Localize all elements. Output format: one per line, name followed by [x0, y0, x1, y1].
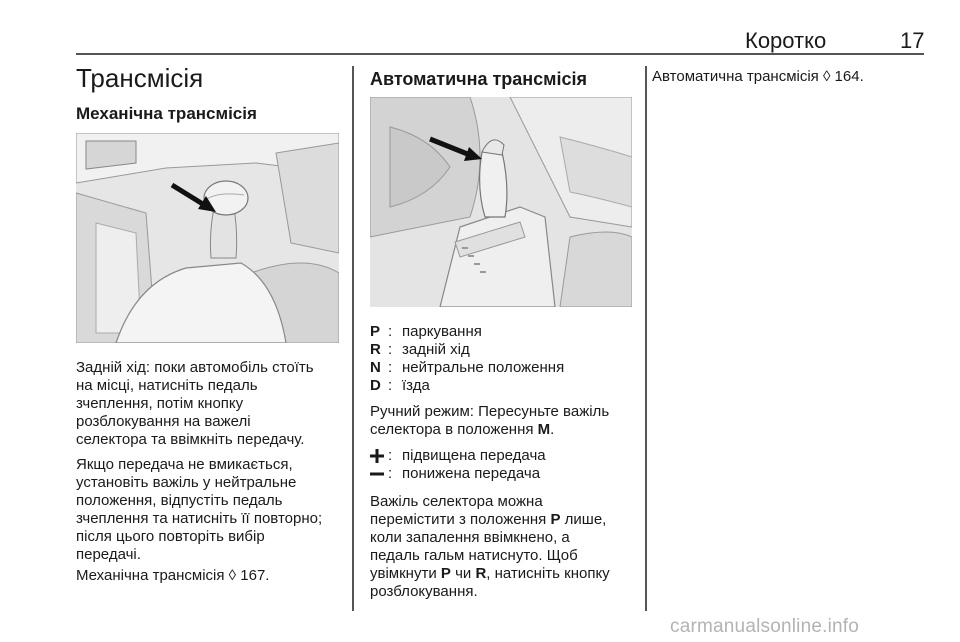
- gear-not-engaged-paragraph: [76, 456, 322, 564]
- manual-transmission-heading: Механічна трансмісія: [76, 104, 257, 123]
- position-key: N: [370, 359, 381, 376]
- text-fragment: , натисніть кнопку: [486, 565, 610, 582]
- text-line: установіть важіль у нейтральне: [76, 474, 297, 491]
- position-key-p: P: [440, 565, 451, 582]
- manual-mode-paragraph: [370, 403, 609, 439]
- shift-text: понижена передача: [402, 465, 541, 482]
- plus-icon: [370, 447, 388, 465]
- automatic-transmission-heading: Автоматична трансмісія: [370, 69, 588, 89]
- position-text: нейтральне положення: [402, 359, 565, 376]
- list-item: [370, 341, 564, 359]
- text-line: зчеплення, потім кнопку: [76, 395, 244, 412]
- text-line: [370, 511, 610, 529]
- manual-gear-lever-illustration: [76, 133, 339, 343]
- reverse-gear-paragraph: [76, 359, 314, 449]
- position-key-r: R: [475, 565, 487, 582]
- list-item: [370, 359, 564, 377]
- section-heading: Трансмісія: [76, 63, 204, 93]
- separator: :: [388, 447, 393, 464]
- minus-icon: [370, 465, 388, 483]
- position-text: їзда: [402, 377, 430, 394]
- list-item: [370, 323, 564, 341]
- selector-p-paragraph: [370, 493, 610, 601]
- text-fragment: перемістити з положення: [370, 511, 551, 528]
- list-item: [370, 465, 546, 483]
- shift-directions-list: [370, 447, 546, 483]
- column-divider-1: [352, 66, 354, 611]
- separator: :: [388, 377, 393, 394]
- position-text: паркування: [402, 323, 482, 340]
- list-item: [370, 377, 564, 395]
- separator: :: [388, 341, 393, 358]
- text-line: зчеплення та натисніть її повторно;: [76, 510, 323, 527]
- text-line: [370, 565, 610, 583]
- separator: :: [388, 359, 393, 376]
- position-text: задній хід: [402, 341, 470, 358]
- text-line: Ручний режим: Пересуньте важіль: [370, 403, 610, 420]
- position-key-m: M: [537, 421, 551, 438]
- list-item: [370, 447, 546, 465]
- position-key: P: [370, 323, 381, 340]
- automatic-selector-illustration: [370, 97, 632, 307]
- text-line: після цього повторіть вибір: [76, 528, 265, 545]
- text-line: коли запалення ввімкнено, а: [370, 529, 570, 546]
- watermark: carmanualsonline.info: [670, 616, 860, 637]
- text-fragment: селектора в положення: [370, 421, 538, 438]
- text-line: селектора та ввімкніть передачу.: [76, 431, 305, 448]
- header-divider: [76, 53, 924, 55]
- text-line: на місці, натисніть педаль: [76, 377, 258, 394]
- separator: :: [388, 465, 393, 482]
- text-line: положення, відпустіть педаль: [76, 492, 283, 509]
- text-line: Важіль селектора можна: [370, 493, 543, 510]
- text-line: [370, 421, 609, 439]
- text-line: передачі.: [76, 546, 141, 563]
- automatic-transmission-reference: Автоматична трансмісія ◊ 164.: [652, 68, 864, 85]
- text-fragment: .: [550, 421, 555, 438]
- text-fragment: лише,: [560, 511, 607, 528]
- text-line: Якщо передача не вмикається,: [76, 456, 293, 473]
- separator: :: [388, 323, 393, 340]
- position-key: D: [370, 377, 381, 394]
- text-line: педаль гальм натиснуто. Щоб: [370, 547, 578, 564]
- text-fragment: увімкнути: [370, 565, 441, 582]
- column-divider-2: [645, 66, 647, 611]
- text-line: Задній хід: поки автомобіль стоїть: [76, 359, 314, 376]
- page-number: 17: [900, 28, 925, 53]
- selector-positions-list: [370, 323, 564, 395]
- text-line: розблокування на важелі: [76, 413, 251, 430]
- shift-text: підвищена передача: [402, 447, 546, 464]
- text-line: розблокування.: [370, 583, 478, 600]
- page-header-title: Коротко: [745, 28, 827, 53]
- position-key: R: [370, 341, 381, 358]
- manual-transmission-reference: Механічна трансмісія ◊ 167.: [76, 567, 270, 584]
- position-key-p: P: [550, 511, 561, 528]
- text-fragment: чи: [450, 565, 476, 582]
